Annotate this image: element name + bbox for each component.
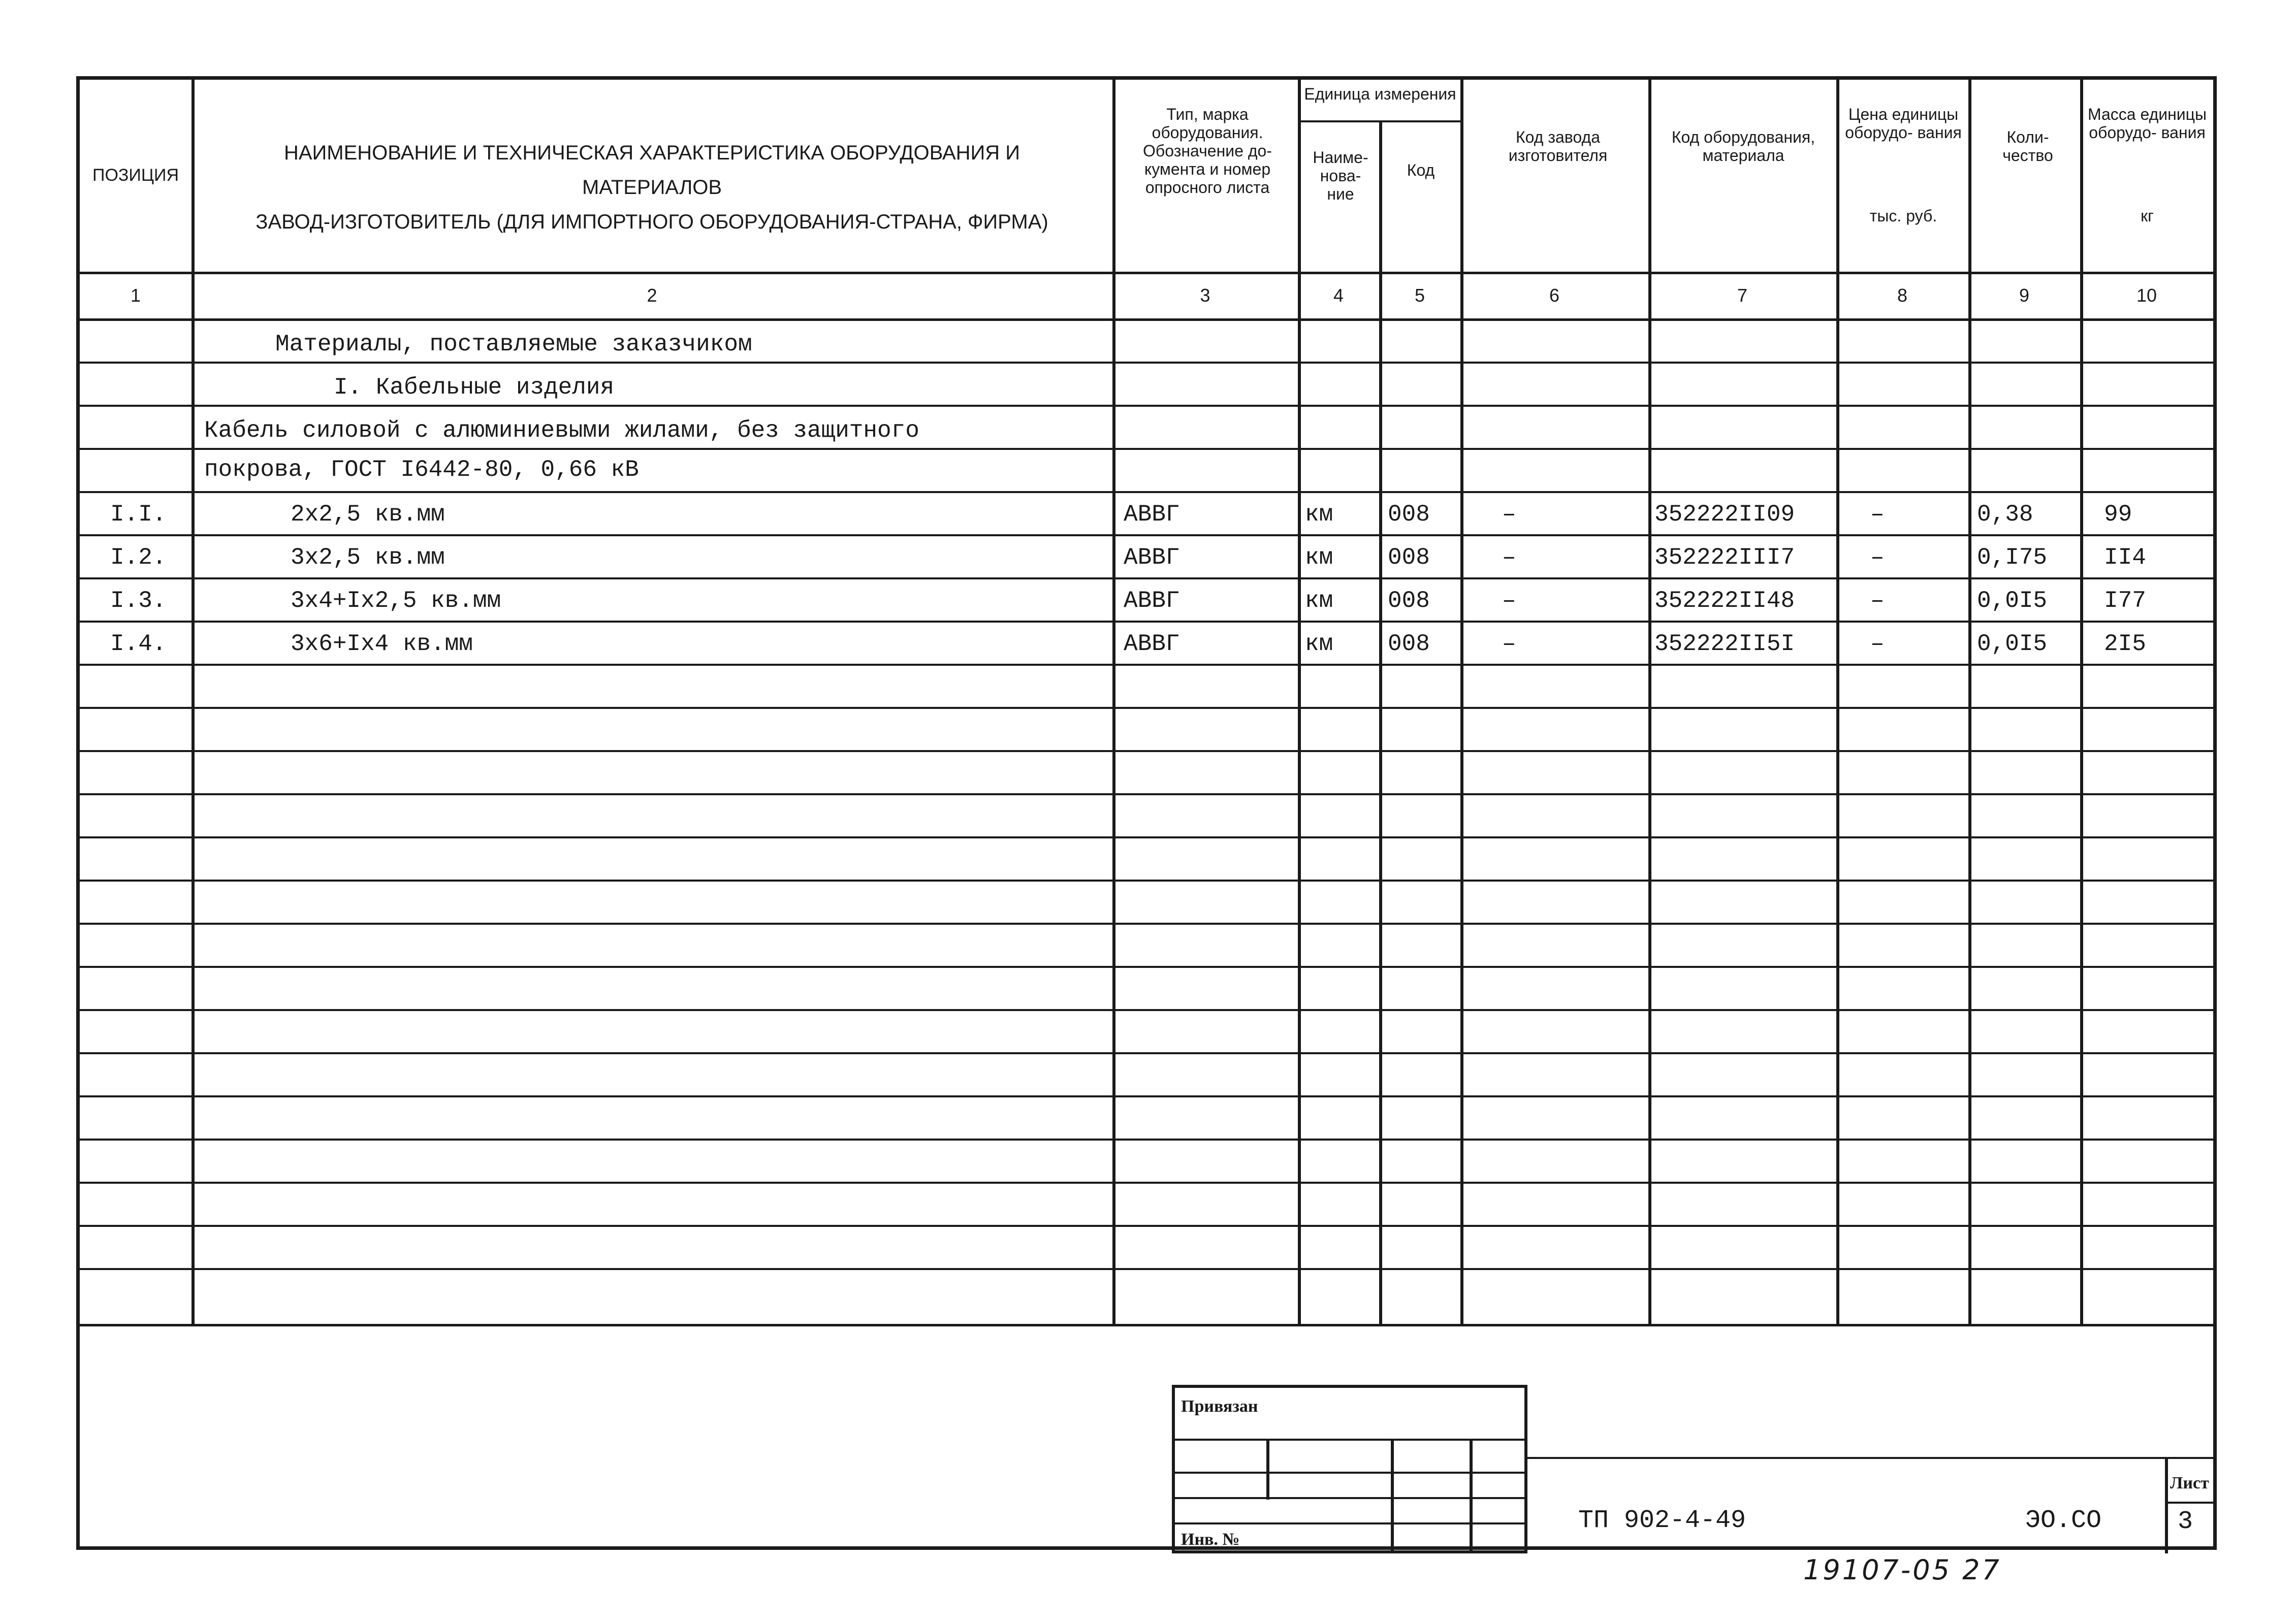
row-mass: 99 — [2104, 501, 2132, 528]
row-quantity: 0,I75 — [1977, 544, 2048, 571]
section-title: Материалы, поставляемые заказчиком — [275, 331, 752, 358]
row-factory-code: – — [1502, 588, 1516, 614]
col-divider-9 — [2080, 80, 2083, 1324]
row-unit-code: 008 — [1388, 631, 1430, 657]
inventory-number-label: Инв. № — [1181, 1530, 1240, 1549]
header-unit-group: Единица измерения — [1304, 85, 1456, 103]
row-name: 2х2,5 кв.мм — [291, 501, 445, 528]
row-line — [80, 1052, 2213, 1054]
column-number-4: 4 — [1333, 285, 1344, 306]
col-divider-1 — [192, 80, 195, 1324]
row-line — [80, 923, 2213, 925]
col-divider-2 — [1112, 80, 1115, 1324]
row-factory-code: – — [1502, 544, 1516, 571]
header-name-line2: МАТЕРИАЛОВ — [582, 176, 722, 199]
handwritten-archive-number: 19107-05 27 — [1803, 1554, 2001, 1586]
row-type: АВВГ — [1124, 501, 1180, 528]
row-line — [80, 793, 2213, 795]
sheet-label: Лист — [2170, 1474, 2209, 1492]
row-line — [80, 1225, 2213, 1227]
row-type: АВВГ — [1124, 544, 1180, 571]
row-price: – — [1870, 631, 1885, 657]
row-line — [80, 966, 2213, 968]
row-mass: II4 — [2104, 544, 2146, 571]
row-line — [80, 405, 2213, 407]
row-line — [80, 621, 2213, 623]
row-material-code: 352222II48 — [1654, 588, 1795, 614]
row-line — [80, 1182, 2213, 1184]
column-number-9: 9 — [2019, 285, 2030, 306]
row-unit-code: 008 — [1388, 501, 1430, 528]
row-mass: 2I5 — [2104, 631, 2146, 657]
row-type: АВВГ — [1124, 588, 1180, 614]
row-position: I.4. — [110, 631, 167, 657]
specification-sheet — [76, 76, 2217, 1550]
row-line — [80, 1268, 2213, 1270]
sheet-cell-line — [2165, 1502, 2213, 1504]
document-suffix: ЭО.СО — [2025, 1506, 2102, 1535]
header-factory-code: Код завода изготовителя — [1508, 128, 1608, 165]
row-line — [80, 1009, 2213, 1011]
row-factory-code: – — [1502, 631, 1516, 657]
column-number-1: 1 — [130, 285, 141, 306]
header-unit-name: Наиме- нова- ние — [1313, 148, 1368, 203]
column-number-3: 3 — [1200, 285, 1210, 306]
row-unit: км — [1305, 631, 1333, 657]
column-number-2: 2 — [647, 285, 657, 306]
sheet-number: 3 — [2178, 1507, 2193, 1536]
row-position: I.3. — [110, 588, 167, 614]
row-line — [80, 836, 2213, 838]
stamp-top-line — [1527, 1457, 2213, 1459]
row-line — [80, 750, 2213, 752]
row-material-code: 352222II5I — [1654, 631, 1795, 657]
row-line — [80, 1095, 2213, 1097]
row-factory-code: – — [1502, 501, 1516, 528]
row-material-code: 352222III7 — [1654, 544, 1795, 571]
column-number-7: 7 — [1737, 285, 1748, 306]
row-line — [80, 491, 2213, 493]
col-divider-5 — [1460, 80, 1463, 1324]
row-unit-code: 008 — [1388, 588, 1430, 614]
header-quantity: Коли- чество — [2002, 128, 2053, 165]
row-name: 3х6+Iх4 кв.мм — [291, 631, 473, 657]
col-divider-8 — [1968, 80, 1971, 1324]
row-price: – — [1870, 588, 1885, 614]
stamp-divider — [1266, 1439, 1269, 1500]
col-divider-6 — [1648, 80, 1651, 1324]
column-number-5: 5 — [1414, 285, 1425, 306]
row-unit: км — [1305, 544, 1333, 571]
sheet-cell-divider — [2165, 1457, 2168, 1553]
row-line — [80, 1139, 2213, 1141]
header-name-line3: ЗАВОД-ИЗГОТОВИТЕЛЬ (ДЛЯ ИМПОРТНОГО ОБОРУДОВАНИЯ-СТРАНА, ФИРМА) — [256, 211, 1048, 233]
row-position: I.2. — [110, 544, 167, 571]
header-type: Тип, марка оборудования. Обозначение до- кумента и номер опросного листа — [1143, 105, 1272, 197]
row-name: 3х2,5 кв.мм — [291, 544, 445, 571]
column-number-10: 10 — [2136, 285, 2157, 306]
row-unit: км — [1305, 501, 1333, 528]
subsection-title: I. Кабельные изделия — [334, 374, 615, 401]
header-price: Цена единицы оборудо- вания — [1845, 105, 1962, 142]
row-line — [80, 577, 2213, 579]
row-line — [80, 707, 2213, 709]
stamp-divider — [1391, 1439, 1394, 1553]
item-description-line2: покрова, ГОСТ I6442-80, 0,66 кВ — [204, 457, 639, 483]
column-number-8: 8 — [1897, 285, 1908, 306]
privyazan-label: Привязан — [1181, 1397, 1258, 1416]
column-number-6: 6 — [1549, 285, 1560, 306]
row-line — [80, 664, 2213, 666]
row-quantity: 0,0I5 — [1977, 631, 2048, 657]
col-divider-7 — [1836, 80, 1839, 1324]
row-unit-code: 008 — [1388, 544, 1430, 571]
header-mass-unit: кг — [2141, 207, 2154, 225]
row-price: – — [1870, 501, 1885, 528]
row-quantity: 0,38 — [1977, 501, 2033, 528]
header-bottom-line — [80, 272, 2213, 274]
row-line — [80, 448, 2213, 450]
col-divider-3 — [1298, 80, 1301, 1324]
colnum-bottom-line — [80, 318, 2213, 321]
row-name: 3х4+Iх2,5 кв.мм — [291, 588, 501, 614]
header-unit-code: Код — [1407, 161, 1435, 179]
row-line — [80, 534, 2213, 536]
title-block-stamp — [1172, 1385, 1527, 1553]
header-material-code: Код оборудования, материала — [1671, 128, 1815, 165]
row-quantity: 0,0I5 — [1977, 588, 2048, 614]
row-material-code: 352222II09 — [1654, 501, 1795, 528]
unit-group-divider — [1298, 120, 1463, 122]
row-mass: I77 — [2104, 588, 2146, 614]
stamp-divider — [1470, 1439, 1473, 1553]
row-line — [80, 362, 2213, 364]
header-mass: Масса единицы оборудо- вания — [2087, 105, 2207, 142]
header-price-unit: тыс. руб. — [1869, 207, 1937, 225]
row-line — [80, 880, 2213, 882]
table-bottom-line — [80, 1324, 2213, 1326]
row-unit: км — [1305, 588, 1333, 614]
row-price: – — [1870, 544, 1885, 571]
document-code: ТП 902-4-49 — [1578, 1506, 1746, 1535]
header-name-line1: НАИМЕНОВАНИЕ И ТЕХНИЧЕСКАЯ ХАРАКТЕРИСТИКА ОБОРУДОВАНИЯ И — [283, 142, 1021, 164]
header-position: ПОЗИЦИЯ — [92, 166, 179, 185]
row-position: I.I. — [110, 501, 167, 528]
row-type: АВВГ — [1124, 631, 1180, 657]
item-description-line1: Кабель силовой с алюминиевыми жилами, без защитного — [204, 417, 919, 444]
